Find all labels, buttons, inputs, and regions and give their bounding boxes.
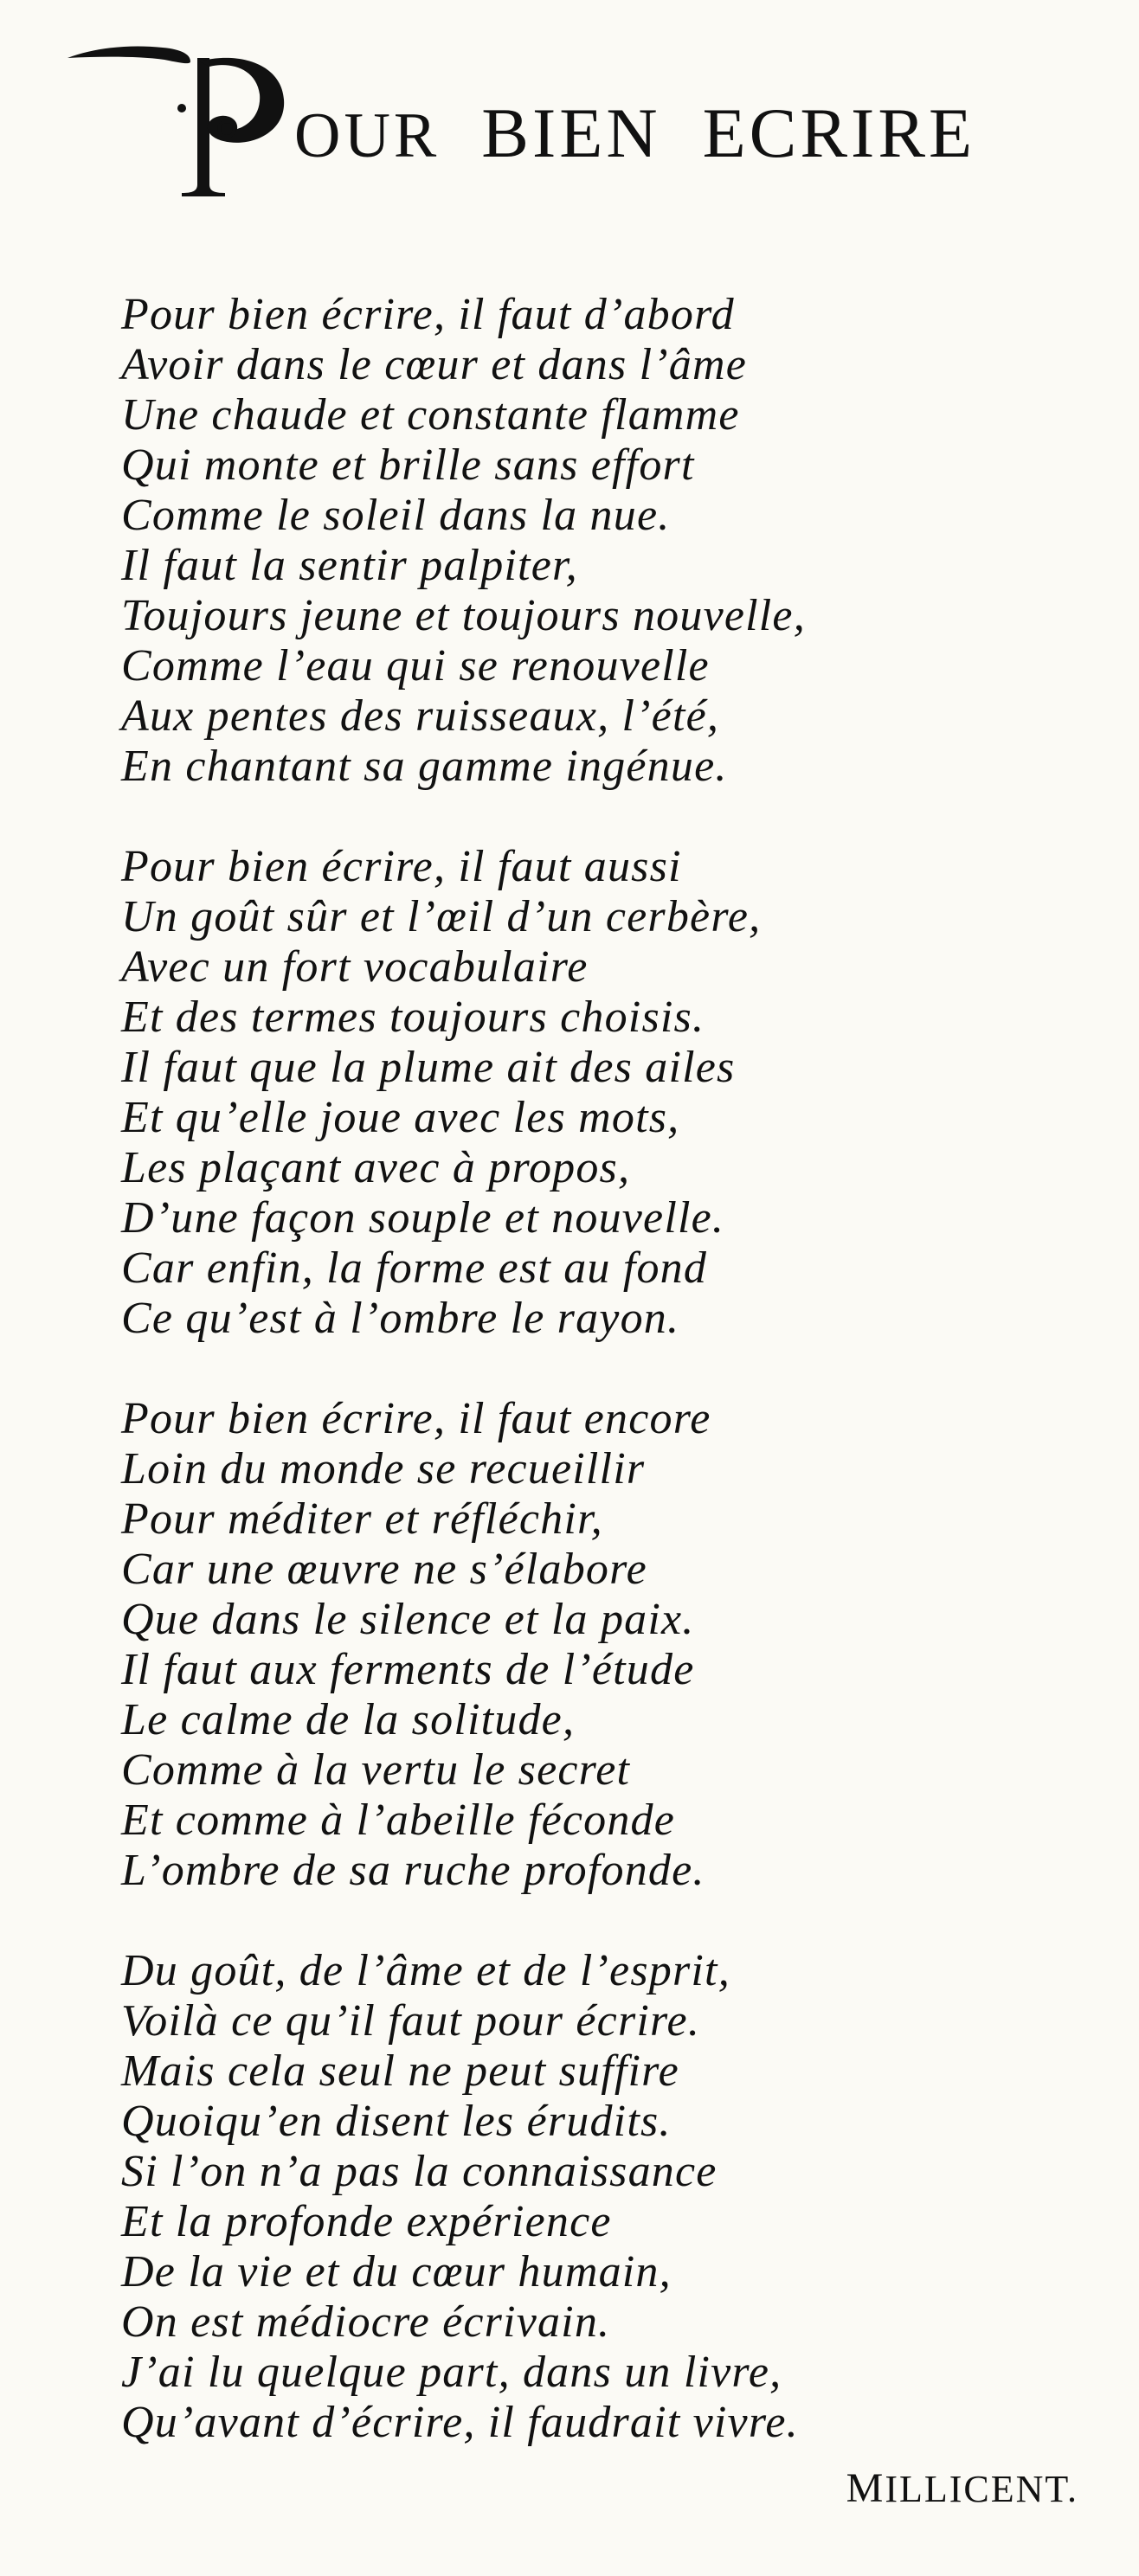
poem-line: J’ai lu quelque part, dans un livre, bbox=[121, 2348, 782, 2397]
poem-line: Voilà ce qu’il faut pour écrire. bbox=[121, 1996, 701, 2046]
poem-line: D’une façon souple et nouvelle. bbox=[121, 1193, 725, 1243]
poem-line: Et comme à l’abeille féconde bbox=[121, 1795, 676, 1845]
poem-line: Aux pentes des ruisseaux, l’été, bbox=[121, 691, 720, 741]
title-word-ecrire: ECRIRE bbox=[702, 93, 976, 172]
poem-line: Qui monte et brille sans effort bbox=[121, 440, 695, 490]
poem-line: Car enfin, la forme est au fond bbox=[121, 1243, 708, 1293]
poem-line: Il faut aux ferments de l’étude bbox=[121, 1645, 695, 1694]
title-word-bien: BIEN bbox=[481, 93, 661, 172]
poem-line: Comme à la vertu le secret bbox=[121, 1745, 631, 1795]
poem-line: De la vie et du cœur humain, bbox=[121, 2247, 672, 2297]
poem-line: On est médiocre écrivain. bbox=[121, 2297, 611, 2347]
poem-line: Pour bien écrire, il faut d’abord bbox=[121, 290, 735, 339]
poem-line: Et qu’elle joue avec les mots, bbox=[121, 1093, 680, 1142]
poem-line: Avec un fort vocabulaire bbox=[121, 942, 589, 992]
author-signature bbox=[846, 2464, 1078, 2512]
poem-line: Le calme de la solitude, bbox=[121, 1695, 576, 1744]
poem-line: Que dans le silence et la paix. bbox=[121, 1595, 695, 1644]
poem-title bbox=[61, 39, 1082, 212]
poem-line: Et la profonde expérience bbox=[121, 2197, 612, 2246]
poem-line: Une chaude et constante flamme bbox=[121, 390, 740, 440]
poem-line: Qu’avant d’écrire, il faudrait vivre. bbox=[121, 2398, 799, 2447]
poem-line: Pour bien écrire, il faut aussi bbox=[121, 842, 682, 891]
poem-line: Mais cela seul ne peut suffire bbox=[121, 2046, 679, 2096]
poem-line: Les plaçant avec à propos, bbox=[121, 1143, 631, 1192]
poem-line: Du goût, de l’âme et de l’esprit, bbox=[121, 1946, 730, 1995]
poem-line: Si l’on n’a pas la connaissance bbox=[121, 2147, 718, 2196]
poem-line: Car une œuvre ne s’élabore bbox=[121, 1545, 647, 1594]
stanza-1 bbox=[121, 290, 1021, 792]
poem-line: Pour méditer et réfléchir, bbox=[121, 1494, 603, 1544]
stanza-2 bbox=[121, 842, 1021, 1344]
poem-line: Quoiqu’en disent les érudits. bbox=[121, 2097, 672, 2146]
poem-line: Un goût sûr et l’œil d’un cerbère, bbox=[121, 892, 762, 941]
poem-body bbox=[121, 290, 1021, 2498]
poem-line: Loin du monde se recueillir bbox=[121, 1444, 646, 1494]
poem-line: Toujours jeune et toujours nouvelle, bbox=[121, 591, 806, 640]
decorative-drop-cap-p bbox=[61, 39, 303, 203]
poem-line: Il faut que la plume ait des ailes bbox=[121, 1043, 736, 1092]
poem-line: Comme l’eau qui se renouvelle bbox=[121, 641, 710, 691]
poem-line: Avoir dans le cœur et dans l’âme bbox=[121, 340, 747, 389]
title-text bbox=[294, 93, 976, 172]
author-name-rest: ILLICENT. bbox=[885, 2468, 1078, 2510]
poem-line: L’ombre de sa ruche profonde. bbox=[121, 1846, 705, 1895]
stanza-3 bbox=[121, 1394, 1021, 1896]
title-word-pour-rest: OUR bbox=[294, 100, 441, 171]
poem-line: En chantant sa gamme ingénue. bbox=[121, 742, 728, 791]
poem-line: Comme le soleil dans la nue. bbox=[121, 491, 671, 540]
poem-line: Pour bien écrire, il faut encore bbox=[121, 1394, 711, 1443]
poem-line: Ce qu’est à l’ombre le rayon. bbox=[121, 1294, 680, 1343]
poem-line: Il faut la sentir palpiter, bbox=[121, 541, 578, 590]
author-initial: M bbox=[846, 2465, 885, 2511]
stanza-4 bbox=[121, 1946, 1021, 2448]
poem-line: Et des termes toujours choisis. bbox=[121, 992, 705, 1042]
